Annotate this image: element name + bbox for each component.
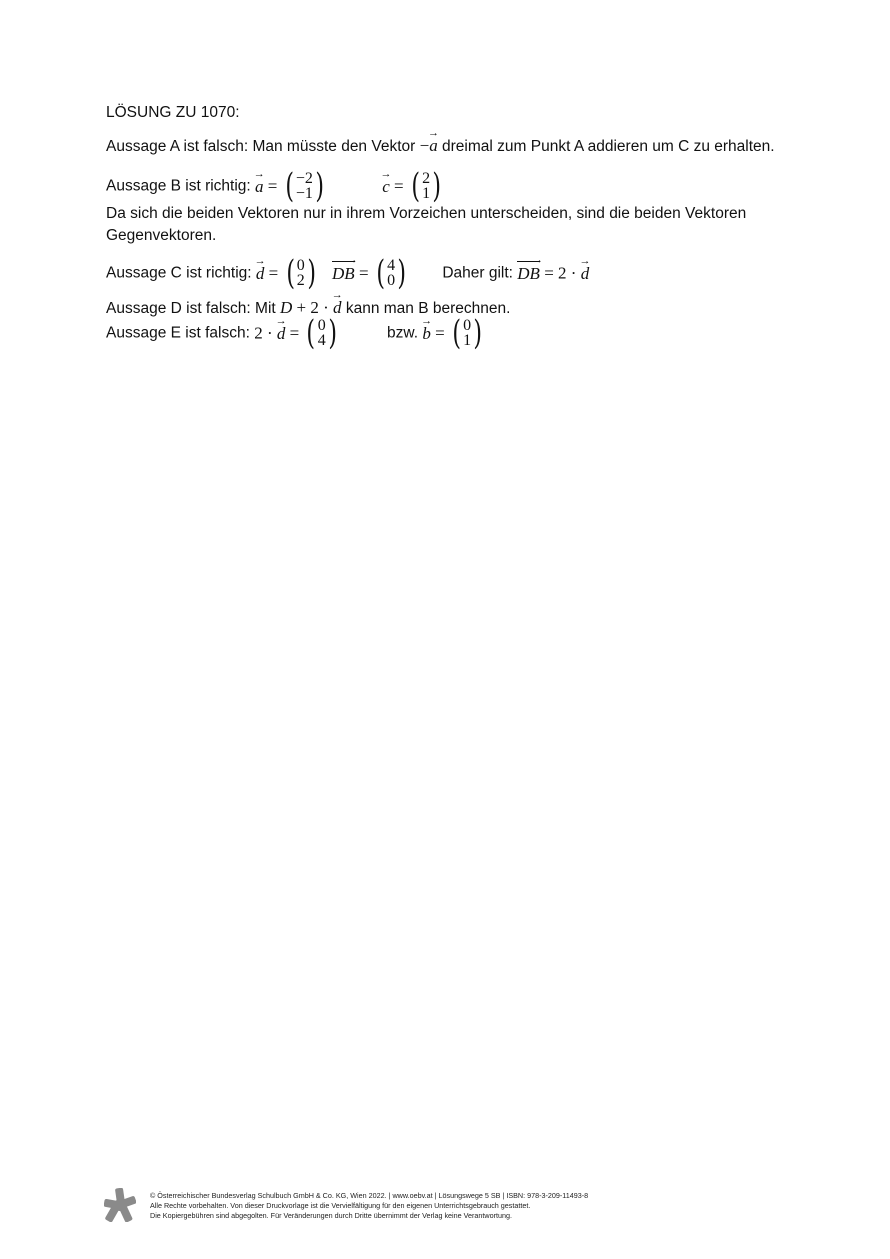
- aussage-a-text: Aussage A ist falsch: Man müsste den Vektor: [106, 138, 420, 155]
- aussage-a-line: [106, 137, 775, 155]
- aussage-b-line: [106, 166, 443, 206]
- gegenvektoren-line-1: Da sich die beiden Vektoren nur in ihrem Vorzeichen unterscheiden, sind die beiden Vektoren: [106, 205, 747, 222]
- equals-sign: =: [430, 323, 449, 343]
- vector-d: → d: [333, 299, 342, 316]
- vector-entry: 1: [463, 332, 472, 349]
- vector-entry: 0: [463, 317, 472, 334]
- minus-sign: −: [419, 136, 430, 155]
- vector-a: → a: [429, 137, 438, 154]
- aussage-b-text: Aussage B ist richtig:: [106, 177, 256, 195]
- vector-entry: 4: [317, 332, 326, 349]
- vector-d: → d: [581, 265, 590, 282]
- solution-heading: LÖSUNG ZU 1070:: [106, 104, 240, 121]
- aussage-e-text: Aussage E ist falsch:: [106, 324, 255, 342]
- vector-a: → a: [255, 178, 264, 195]
- column-vector-d: ( 0 2 ): [285, 253, 316, 293]
- aussage-e-line: [106, 313, 484, 353]
- aussage-d-text: Aussage D ist falsch: Mit: [106, 300, 281, 317]
- column-vector-a: ( −2 −1 ): [284, 166, 324, 206]
- vector-b: → b: [422, 325, 431, 342]
- footer-line-2: Alle Rechte vorbehalten. Von dieser Druckvorlage ist die Vervielfältigung für den eigenen Unterrichtsgebrauch gestattet.: [150, 1201, 531, 1210]
- footer-line-1: © Österreichischer Bundesverlag Schulbuch GmbH & Co. KG, Wien 2022. | www.oebv.at | Lösungswege 5 SB | ISBN: 978-3-209-11493-8: [150, 1191, 589, 1200]
- bzw-text: bzw.: [386, 324, 423, 342]
- aussage-a-rest: dreimal zum Punkt A addieren um C zu erhalten.: [437, 138, 775, 155]
- daher-text: Daher gilt:: [442, 264, 518, 282]
- equation-rhs: = 2 ·: [539, 263, 581, 283]
- vector-db: → DB: [332, 265, 355, 282]
- footer-copyright: [150, 1191, 588, 1221]
- aussage-c-text: Aussage C ist richtig:: [106, 264, 256, 282]
- equals-sign: =: [263, 176, 282, 196]
- vector-entry: 0: [296, 257, 305, 274]
- column-vector-c: ( 2 1 ): [411, 166, 442, 206]
- plus-term: + 2 ·: [292, 298, 334, 317]
- column-vector-db: ( 4 0 ): [376, 253, 407, 293]
- scalar-two: 2 ·: [254, 323, 277, 343]
- aussage-c-line: [106, 253, 590, 293]
- equals-sign: =: [389, 176, 408, 196]
- vector-d: → d: [277, 325, 286, 342]
- vector-entry: 4: [387, 257, 396, 274]
- vector-entry: 1: [422, 185, 431, 202]
- equals-sign: =: [354, 263, 373, 283]
- vector-d: → d: [256, 265, 265, 282]
- vector-db: → DB: [517, 265, 540, 282]
- aussage-d-rest: kann man B berechnen.: [341, 300, 511, 317]
- point-d: D: [280, 298, 293, 317]
- gegenvektoren-line-2: Gegenvektoren.: [106, 227, 217, 244]
- publisher-logo-icon: [104, 1188, 136, 1222]
- vector-entry: 2: [296, 272, 305, 289]
- equals-sign: =: [285, 323, 304, 343]
- vector-entry: 2: [422, 170, 431, 187]
- equals-sign: =: [264, 263, 283, 283]
- footer-line-3: Die Kopiergebühren sind abgegolten. Für Veränderungen durch Dritte übernimmt der Verlag keine Verantwortung.: [150, 1211, 512, 1220]
- vector-entry: −2: [295, 170, 313, 187]
- vector-entry: 0: [387, 272, 396, 289]
- vector-c: → c: [382, 178, 390, 195]
- column-vector-2d: ( 0 4 ): [306, 313, 337, 353]
- vector-entry: 0: [317, 317, 326, 334]
- vector-entry: −1: [295, 185, 313, 202]
- column-vector-b: ( 0 1 ): [452, 313, 483, 353]
